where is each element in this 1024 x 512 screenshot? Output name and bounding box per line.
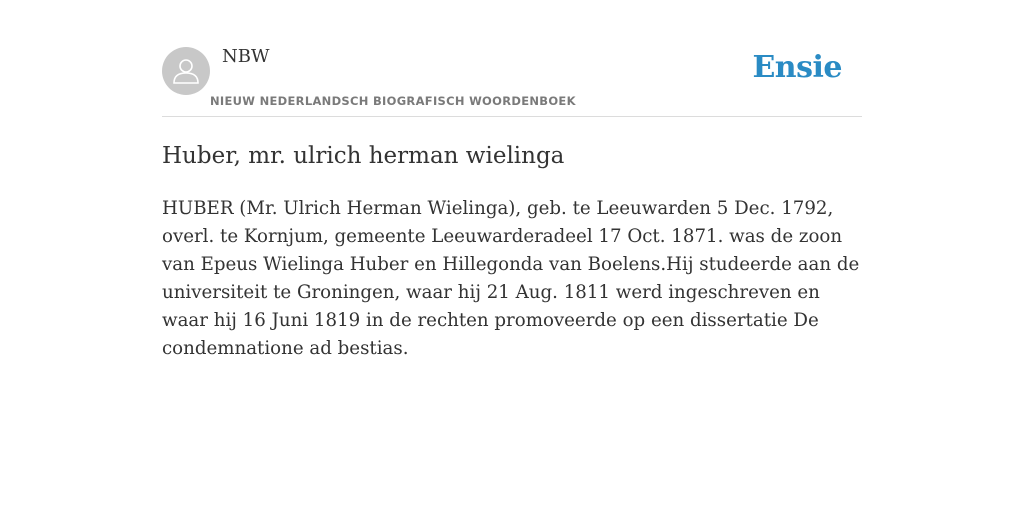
avatar[interactable]	[162, 47, 210, 95]
brand-logo[interactable]: Ensie	[752, 50, 842, 85]
user-icon	[171, 56, 201, 86]
source-full-name: NIEUW NEDERLANDSCH BIOGRAFISCH WOORDENBOEK	[210, 94, 576, 108]
article-title: Huber, mr. ulrich herman wielinga	[162, 143, 565, 169]
page-container	[162, 0, 862, 363]
source-header	[162, 0, 862, 117]
article-body: HUBER (Mr. Ulrich Herman Wielinga), geb. te Leeuwarden 5 Dec. 1792, overl. te Kornjum, gemeente Leeuwarderadeel 17 Oct. 1871. was de zoon van Epeus Wielinga Huber en Hillegonda van Boelens.Hij studeerde aan de universiteit te Groningen, waar hij 21 Aug. 1811 werd ingeschreven en waar hij 16 Juni 1819 in de rechten promoveerde op een dissertatie De condemnatione ad bestias.	[162, 198, 860, 359]
source-name[interactable]: NBW	[222, 46, 270, 67]
